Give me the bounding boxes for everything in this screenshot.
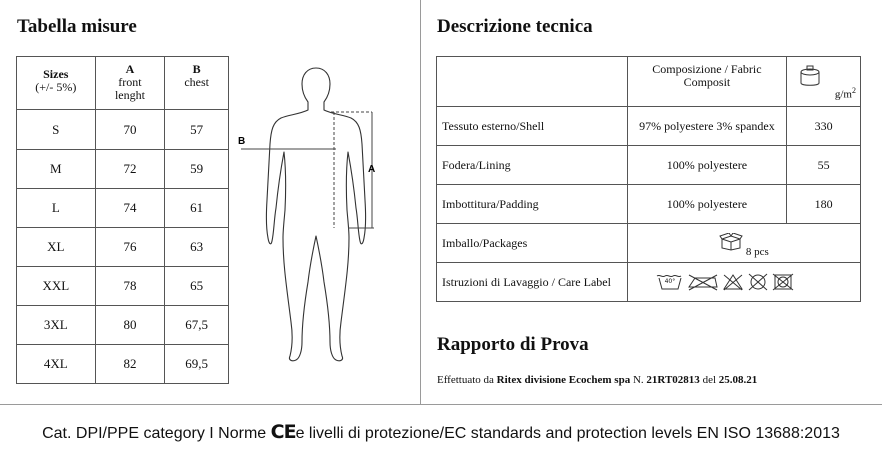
chest-cell: 61 [165,189,229,228]
ce-mark-icon: CE [270,421,296,443]
table-row [17,228,229,267]
size-table [16,56,229,384]
care-label-row [437,263,861,302]
size-cell: L [17,189,96,228]
front-length-cell: 80 [95,306,165,345]
size-cell: S [17,110,96,150]
footer-standards [0,421,882,443]
tech-title: Descrizione tecnica [437,16,593,37]
size-cell: 3XL [17,306,96,345]
table-row [17,150,229,189]
front-length-cell: 78 [95,267,165,306]
package-box-icon [719,233,743,251]
size-cell: XXL [17,267,96,306]
material-label: Imbottitura/Padding [437,185,628,224]
chest-cell: 65 [165,267,229,306]
size-table-header [17,57,229,110]
weight-value: 180 [787,185,861,224]
report-line [437,374,757,386]
table-row [17,110,229,150]
no-tumble-dryer-icon [772,273,794,291]
composition-value: 100% polyestere [627,146,787,185]
chest-cell: 59 [165,150,229,189]
report-del-label: del [702,374,717,386]
label-a: A [368,164,376,175]
weight-value: 55 [787,146,861,185]
report-title: Rapporto di Prova [437,334,589,355]
header-sizes: Sizes (+/- 5%) [17,57,96,110]
footer-after: e livelli di protezione/EC standards and protection levels EN ISO 13688:2013 [295,425,840,442]
table-row [17,267,229,306]
composition-header: Composizione / Fabric Composit [627,57,787,107]
table-row [437,146,861,185]
report-prefix: Effettuato da [437,374,494,386]
front-length-cell: 74 [95,189,165,228]
packages-value: 8 pcs [745,246,769,258]
report-n-label: N. [632,374,644,386]
wash-temperature: 40° [664,278,676,285]
fabric-weight-icon [797,64,823,90]
material-label: Fodera/Lining [437,146,628,185]
chest-cell: 57 [165,110,229,150]
tech-table [436,56,861,302]
header-col-b: B chest [165,57,229,110]
report-lab: Ritex divisione Ecochem spa [496,374,631,386]
weight-header: $g/m^2$ [787,57,861,107]
table-row [437,185,861,224]
front-length-cell: 76 [95,228,165,267]
no-bleach-icon [722,273,744,291]
tech-header-row [437,57,861,107]
vertical-divider [420,0,421,404]
chest-cell: 67,5 [165,306,229,345]
packages-row [437,224,861,263]
table-row [17,306,229,345]
composition-value: 97% polyestere 3% spandex [627,107,787,146]
header-col-a: A front lenght [95,57,165,110]
weight-value: 330 [787,107,861,146]
chest-cell: 63 [165,228,229,267]
size-table-title: Tabella misure [17,16,137,37]
horizontal-divider [0,404,882,405]
front-length-cell: 70 [95,110,165,150]
packages-label: Imballo/Packages [437,224,628,263]
composition-value: 100% polyestere [627,185,787,224]
material-label: Tessuto esterno/Shell [437,107,628,146]
table-row [437,107,861,146]
size-cell: XL [17,228,96,267]
report-date: 25.08.21 [718,374,758,386]
no-dry-clean-icon [747,273,769,291]
body-outline-icon [266,68,365,361]
table-row [17,345,229,384]
footer-before: Cat. DPI/PPE category I Norme [42,425,267,442]
weight-unit: g/m [834,89,852,101]
front-length-cell: 72 [95,150,165,189]
packages-value-cell [627,224,860,263]
table-row [17,189,229,228]
label-b: B [238,136,246,147]
no-tumble-dry-icon [687,273,719,291]
care-symbols [627,263,860,302]
report-number: 21RT02813 [646,374,700,386]
care-label: Istruzioni di Lavaggio / Care Label [437,263,628,302]
size-cell: 4XL [17,345,96,384]
front-length-cell: 82 [95,345,165,384]
body-measurement-figure [236,60,396,370]
wash-40-icon [656,273,684,291]
size-cell: M [17,150,96,189]
chest-cell: 69,5 [165,345,229,384]
